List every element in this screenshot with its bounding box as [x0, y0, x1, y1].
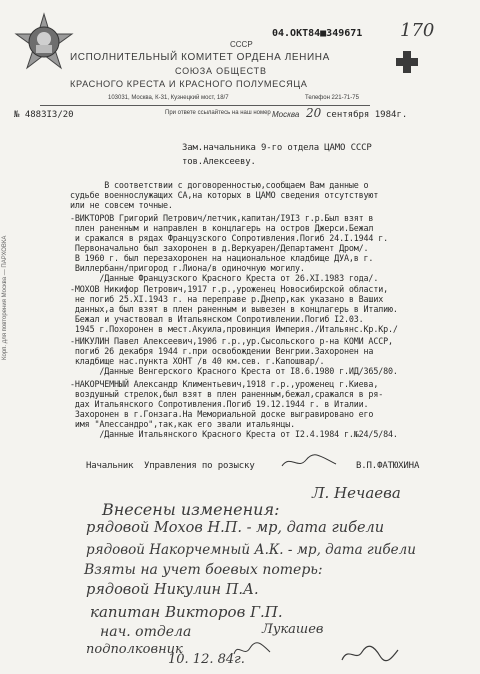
hand-signature: [340, 642, 400, 670]
body-line: судьбе военнослужащих СА,на которых в ЦАМО сведения отсутствуют: [70, 190, 379, 200]
body-line: данных,а был взят в плен раненным и вывезен в концлагерь в Италию.: [70, 304, 398, 314]
body-line: воздушный стрелок,был взят в плен раненным,бежал,сражался в ря-: [70, 389, 384, 399]
body-line: В соответствии с договоренностью,сообщаем Вам данные о: [70, 180, 369, 190]
body-line: /Данные Французского Красного Креста от 26.XI.1983 года/.: [70, 273, 379, 283]
org-address: 103031, Москва, К-31, Кузнецкий мост, 18/7: [108, 95, 229, 101]
body-line: дах Итальянского Сопротивления.Погиб 19.12.1944 г. в Италии.: [70, 399, 369, 409]
hand-line: нач. отдела: [100, 624, 192, 640]
hand-line: рядовой Никулин П.А.: [86, 582, 259, 598]
body-line: -ВИКТОРОВ Григорий Петрович/летчик,капитан/I9I3 г.р.Был взят в: [70, 213, 374, 223]
body-line: кладбище нас.пункта ХОНТ /в 40 км.сев. г.Капошвар/.: [70, 356, 325, 366]
hand-line: рядовой Мохов Н.П. - мр, дата гибели: [86, 520, 385, 536]
signature-name: В.П.ФАТЮХИНА: [356, 461, 420, 471]
hand-line: подполковник: [86, 642, 183, 657]
incoming-stamp: 04.ОКТ84■349671: [272, 28, 363, 39]
ref-city: Москва: [272, 110, 300, 119]
body-line: погиб 26 декабря 1944 г.при освобождении Венгрии.Захоронен на: [70, 346, 374, 356]
hand-line: рядовой Накорчемный А.К. - мр, дата гибели: [86, 542, 416, 558]
body-line: В 1960 г. был перезахоронен на национальное кладбище ДУА,в г.: [70, 253, 374, 263]
side-print: Корп. для повторения Москва — ПАРХОВКА: [2, 235, 8, 360]
body-line: Виллербанн/пригород г.Лиона/в одиночную могилу.: [70, 263, 305, 273]
body-line: и сражался в рядах Французского Сопротивления.Погиб 24.I.1944 г.: [70, 233, 388, 243]
body-line: не погиб 25.XI.1943 г. на переправе р.Днепр,как указано в Ваших: [70, 294, 384, 304]
org-abbr: СССР: [230, 40, 253, 49]
hand-initials: Л. Нечаева: [312, 484, 401, 502]
signature-title: Начальник Управления по розыску: [86, 461, 255, 471]
hand-line: Взяты на учет боевых потерь:: [84, 562, 323, 578]
ref-date: сентября 1984г.: [326, 110, 408, 120]
addressee-line1: Зам.начальника 9-го отдела ЦАМО СССР: [182, 143, 372, 153]
hand-line: капитан Викторов Г.П.: [90, 603, 283, 621]
body-line: -НИКУЛИН Павел Алексеевич,1906 г.р.,ур.Сысольского р-на КОМИ АССР,: [70, 336, 393, 346]
body-line: имя "Алессандро",так,как его звали итальянцы.: [70, 419, 296, 429]
hand-line: 10. 12. 84г.: [168, 652, 245, 667]
body-line: или не совсем точные.: [70, 200, 173, 210]
org-line3: КРАСНОГО КРЕСТА И КРАСНОГО ПОЛУМЕСЯЦА: [70, 79, 308, 89]
org-phone: Телефон 221-71-75: [305, 95, 359, 101]
body-line: -НАКОРЧЕМНЫЙ Александр Климентьевич,1918 г.р.,уроженец г.Киева,: [70, 379, 379, 389]
red-cross-crescent-icon: [392, 44, 440, 84]
body-line: плен раненным и направлен в концлагерь на остров Джерси.Бежал: [70, 223, 374, 233]
org-line1: ИСПОЛНИТЕЛЬНЫЙ КОМИТЕТ ОРДЕНА ЛЕНИНА: [70, 52, 330, 63]
body-line: 1945 г.Похоронен в мест.Акуила,провинция Империя./Итальянс.Кр.Кр./: [70, 324, 398, 334]
ref-date-day: 20: [306, 106, 322, 120]
body-line: /Данные Венгерского Красного Креста от I8.6.1980 г.ИД/365/80.: [70, 366, 398, 376]
signature-scribble: [280, 452, 340, 476]
hand-line: Внесены изменения:: [102, 500, 280, 519]
hand-line: Лукашев: [262, 622, 324, 637]
ref-number: № 4883I3/20: [14, 110, 74, 120]
org-line2: СОЮЗА ОБЩЕСТВ: [175, 66, 267, 76]
body-line: -МОХОВ Никифор Петрович,1917 г.р.,уроженец Новосибирской области,: [70, 284, 388, 294]
reply-note: При ответе ссылайтесь на наш номер: [165, 110, 271, 116]
order-of-lenin-emblem: [14, 12, 74, 72]
page-number: 170: [400, 20, 435, 41]
body-line: Бежал и участвовал в Итальянском Сопротивлении.Погиб I2.03.: [70, 314, 364, 324]
body-line: /Данные Итальянского Красного Креста от I2.4.1984 г.№24/5/84.: [70, 429, 398, 439]
body-line: Первоначально был захоронен в д.Веркуарен/Департамент Дром/.: [70, 243, 369, 253]
body-line: Захоронен в г.Гонзага.На Мемориальной доске выгравировано его: [70, 409, 374, 419]
addressee-line2: тов.Алексееву.: [182, 157, 256, 167]
hand-signature: [232, 640, 272, 664]
